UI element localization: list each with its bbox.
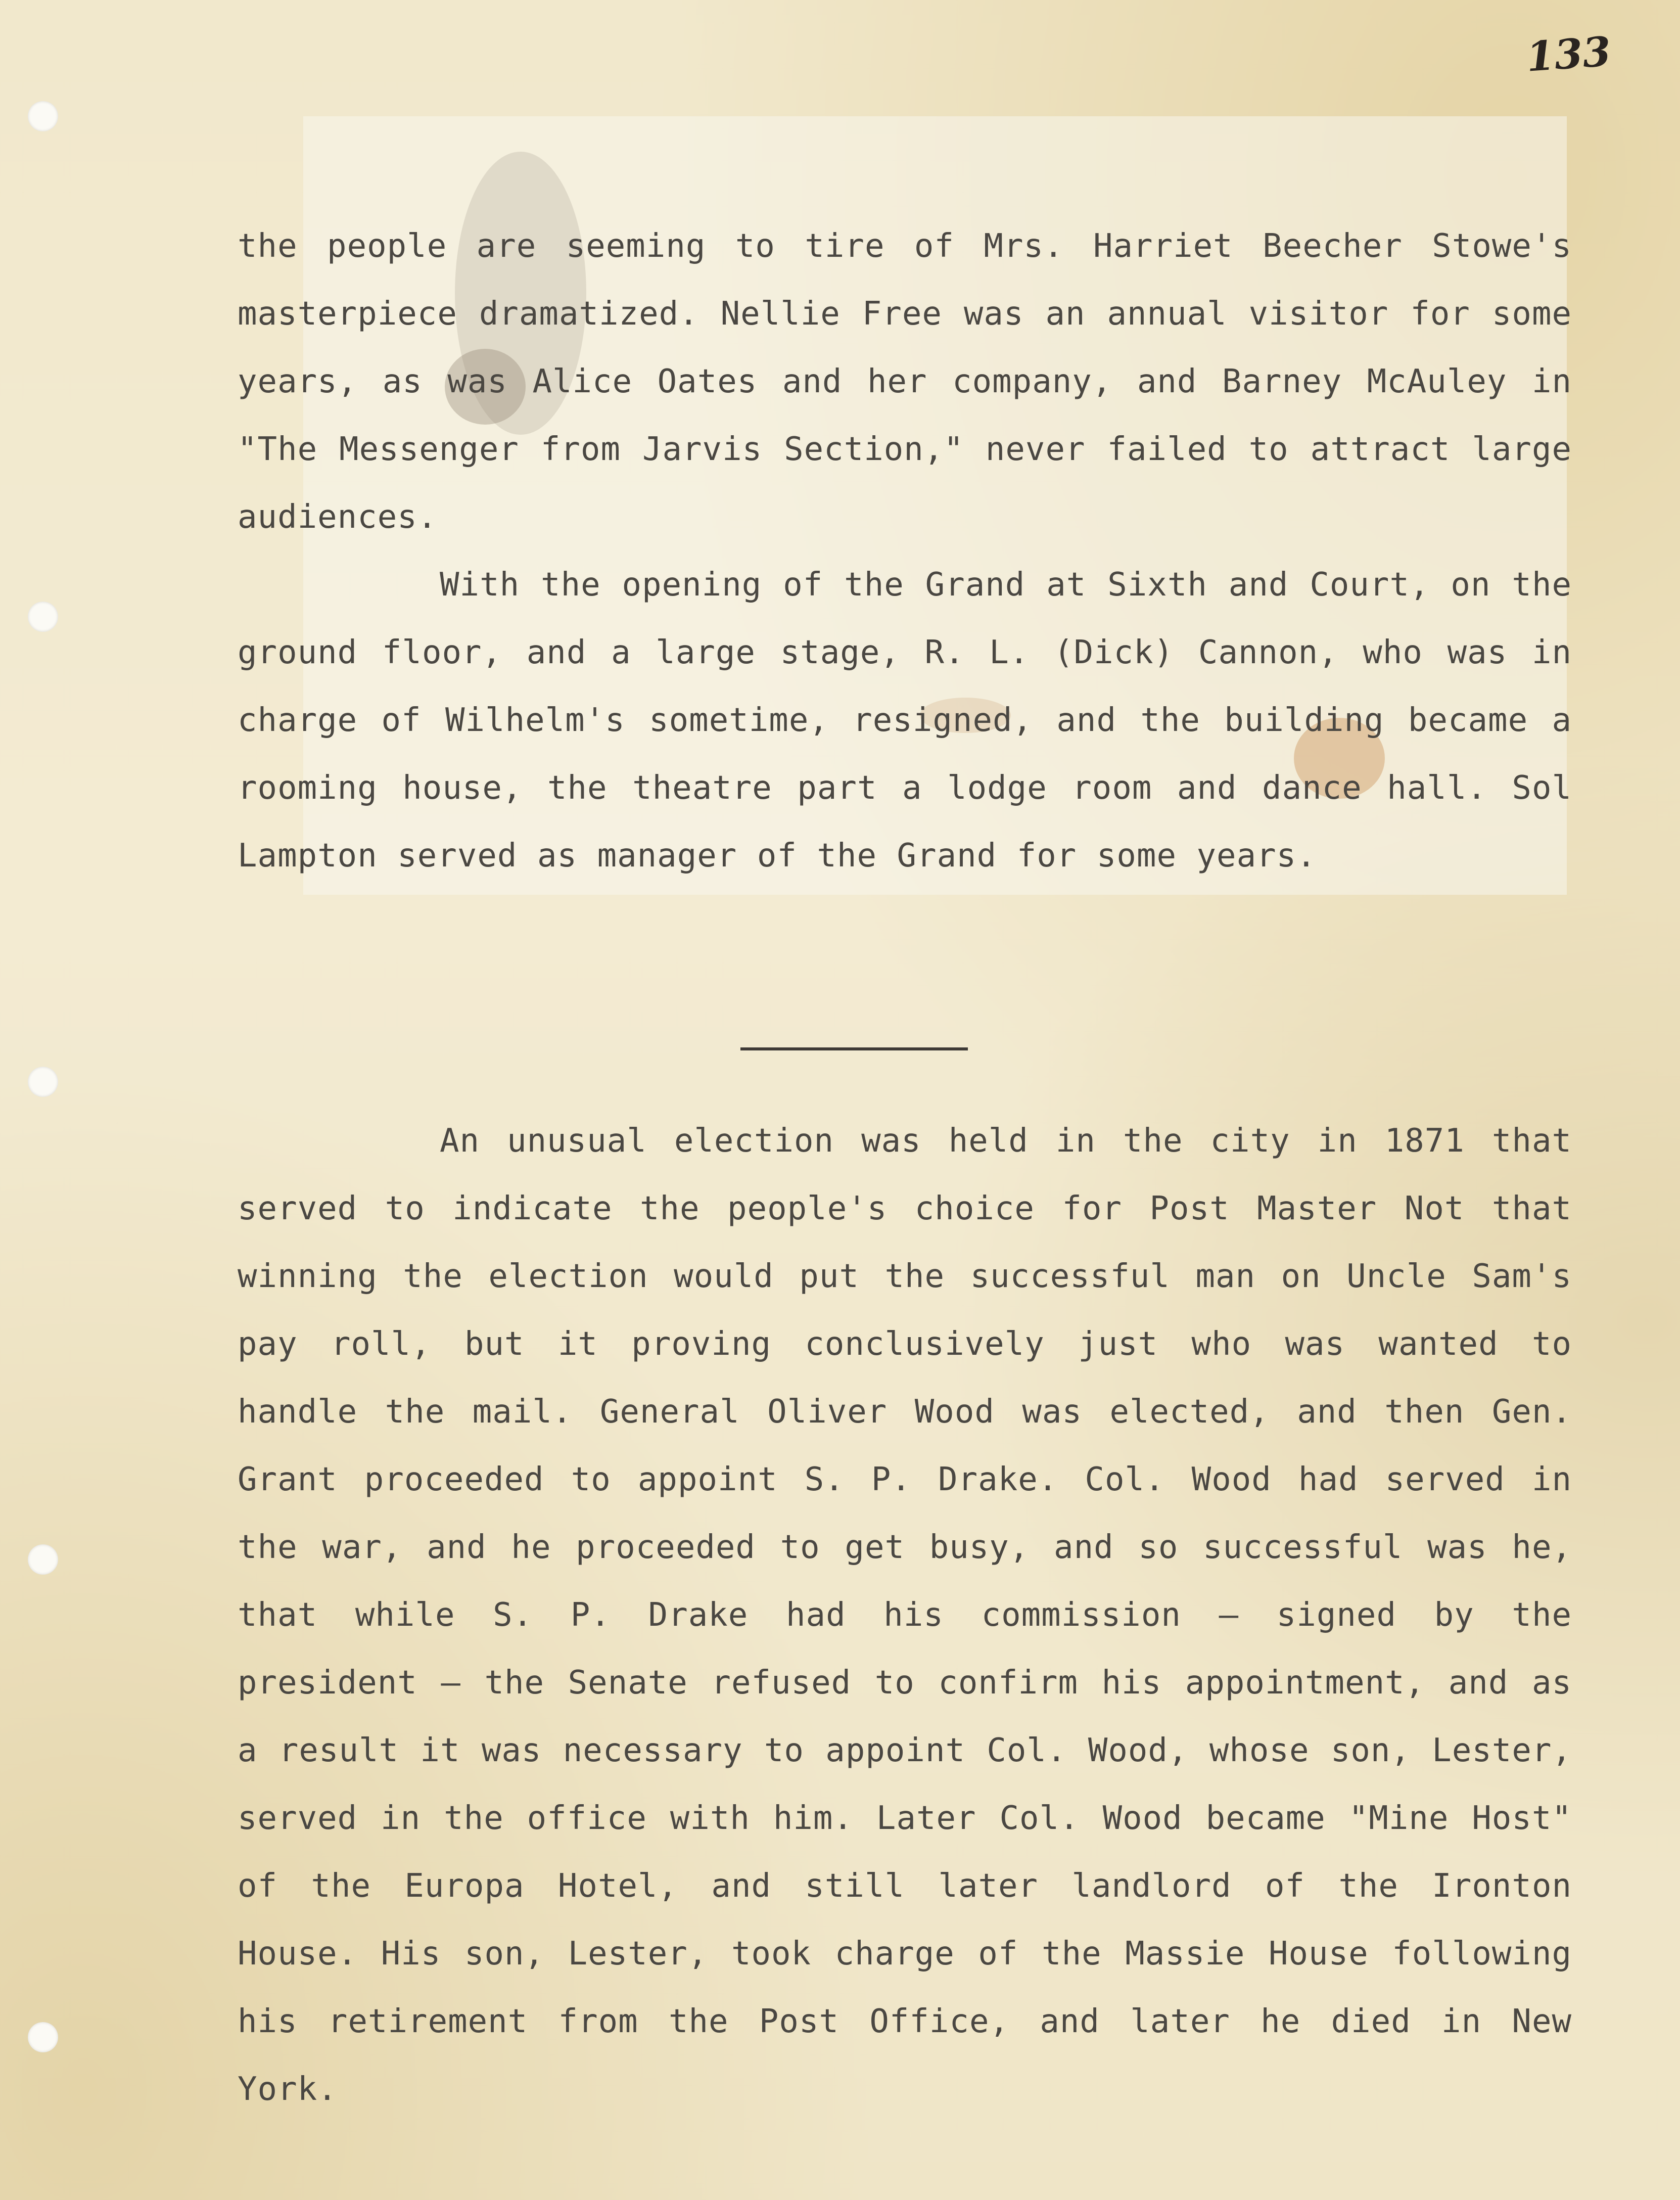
punch-hole <box>28 101 58 131</box>
paragraph: With the opening of the Grand at Sixth and Court, on the ground floor, and a large stage, R. L. (Dick) Cannon, who was in charge of Wilhelm's sometime, resigned, and the building became a rooming house, the theatre part a lodge room and dance hall. Sol Lampton served as manager of the Grand for some years. <box>238 566 1572 875</box>
punch-hole <box>28 602 58 632</box>
punch-hole <box>28 2022 58 2052</box>
section-divider <box>740 1047 968 1050</box>
punch-hole <box>28 1067 58 1097</box>
paragraph: the people are seeming to tire of Mrs. Harriet Beecher Stowe's masterpiece dramatized. Nellie Free was an annual visitor for some years, as was Alice Oates and her company, and Barney McAuley in "The Messenger from Jarvis Section," never failed to attract large audiences. <box>238 227 1572 536</box>
punch-hole <box>28 1544 58 1575</box>
page-number: 133 <box>1524 27 1613 81</box>
paragraph: An unusual election was held in the city in 1871 that served to indicate the people's choice for Post Master Not that winning the election would put the successful man on Uncle Sam's pay roll, but it proving conclusively just who was wanted to handle the mail. General Oliver Wood was elected, and then Gen. Grant proceeded to appoint S. P. Drake. Col. Wood had served in the war, and he proceeded to get busy, and so successful was he, that while S. P. Drake had his commission — signed by the president — the Senate refused to confirm his appointment, and as a result it was necessary to appoint Col. Wood, whose son, Lester, served in the office with him. Later Col. Wood became "Mine Host" of the Europa Hotel, and still later landlord of the Ironton House. His son, Lester, took charge of the Massie House following his retirement from the Post Office, and later he died in New York. <box>238 1122 1572 2108</box>
